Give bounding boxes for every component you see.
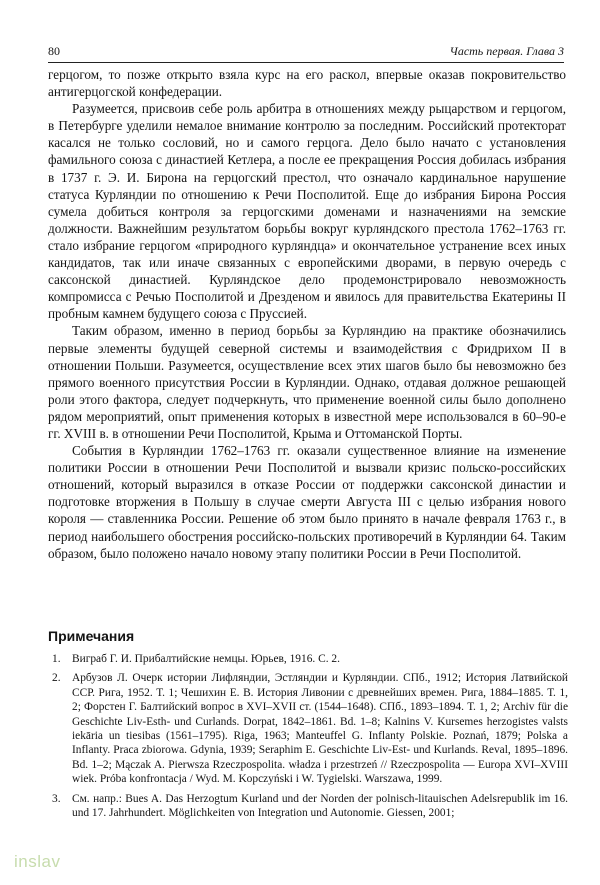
note-text: Виграб Г. И. Прибалтийские немцы. Юрьев, 1916. С. 2. [72,653,340,665]
note-text: См. напр.: Bues A. Das Herzogtum Kurland und der Norden der polnisch-litauischen Adelsrepublik im 16. und 17. Jahrhundert. Möglichkeiten von Integration und Autonomie. Giessen, 2001; [72,792,568,820]
page-number: 80 [48,44,60,58]
page-header [48,44,564,62]
watermark: inslav [14,852,61,871]
paragraph: герцогом, то позже открыто взяла курс на его раскол, впервые оказав покровительство антигерцогской конфедерации. [48,67,566,100]
note-item [48,792,568,821]
note-text: Арбузов Л. Очерк истории Лифляндии, Эстляндии и Курляндии. СПб., 1912; История Латвийской ССР. Рига, 1952. Т. 1; Чешихин Е. В. История Ливонии с древнейших времен. Рига, 1884–1885. Т. 1, 2; Форстен Г. Балтийский вопрос в XVI–XVII ст. (1544–1648). СПб., 1893–1894. Т. 1, 2; Archiv für die Geschichte Liv-Esth- und Curlands. Dorpat, 1842–1861. Bd. 1–8; Kalnins V. Kursemes herzogistes valsts iekāria un tiesibas (1561–1795). Riga, 1963; Manteuffel G. Inflanty Polskie. Poznań, 1879; Polska a Inflanty. Praca zbiorowa. Gdynia, 1939; Seraphim E. Geschichte Liv-Est- und Kurlands. Reval, 1895–1896. Bd. 1–2; Mączak A. Pierwsza Rzeczpospolita. władza i przestrzeń // Rzeczpospolita — Europa XVI–XVIII wiek. Próba konfrontacja / Wyd. M. Kopczyński i W. Tygielski. Warszawa, 1999. [72,672,568,786]
note-number: 2. [52,672,61,685]
notes-list [48,652,568,825]
running-title: Часть первая. Глава 3 [449,44,564,58]
paragraph: Разумеется, присвоив себе роль арбитра в отношениях между рыцарством и герцогом, в Петербурге уделили немалое внимание контролю за последним. Российский протекторат касался не только сословий, но и самого герцога. Дело было начато с установления фамильного союза с династией Кетлера, а после ее прекращения Россия добилась избрания в 1737 г. Э. И. Бирона на герцогский престол, что означало кардинальное нарушение статуса Курляндии по отношению к Речи Посполитой. Еще до избрания Бирона Россия сумела добиться контроля за герцогскими доменами и назначениями на земские должности. Важнейшим результатом борьбы вокруг курляндского престола 1762–1763 гг. стало избрание герцогом «природного курляндца» и окончательное устранение всех иных кандидатов, так или иначе связанных с европейскими дворами, в первую очередь с саксонской династией. Курляндское дело продемонстрировало невозможность компромисса с Речью Посполитой и Дрезденом и явилось для правительства Екатерины II пробным камнем будущего союза с Пруссией. [48,101,566,322]
note-number: 1. [52,653,61,665]
body-text [48,66,566,562]
note-number: 3. [52,792,61,805]
header-rule [48,62,564,63]
note-item [48,671,568,786]
notes-heading: Примечания [48,628,135,644]
paragraph: События в Курляндии 1762–1763 гг. оказали существенное влияние на изменение политики России в отношении Речи Посполитой и вызвали кризис польско-российских отношений, который выразился в отказе России от поддержки саксонской династии и подготовке вторжения в Польшу в случае смерти Августа III с целью избрания нового короля — ставленника России. Решение об этом было принято в начале февраля 1763 г., в период наибольшего обострения российско-польских противоречий в Курляндии 64. Таким образом, было положено начало новому этапу политики России в Речи Посполитой. [48,443,566,561]
note-item [48,652,568,666]
paragraph: Таким образом, именно в период борьбы за Курляндию на практике обозначились первые элементы будущей северной системы и взаимодействия с Фридрихом II в отношении Польши. Разумеется, осуществление всех этих шагов было бы невозможно без прямого военного присутствия России в Курляндии. Однако, отдавая должное решающей роли этого фактора, следует подчеркнуть, что применение военной силы было дополнено рядом мероприятий, опыт применения которых в известной мере использовался в 60–90-е гг. XVIII в. в отношении Речи Посполитой, Крыма и Оттоманской Порты. [48,323,566,441]
